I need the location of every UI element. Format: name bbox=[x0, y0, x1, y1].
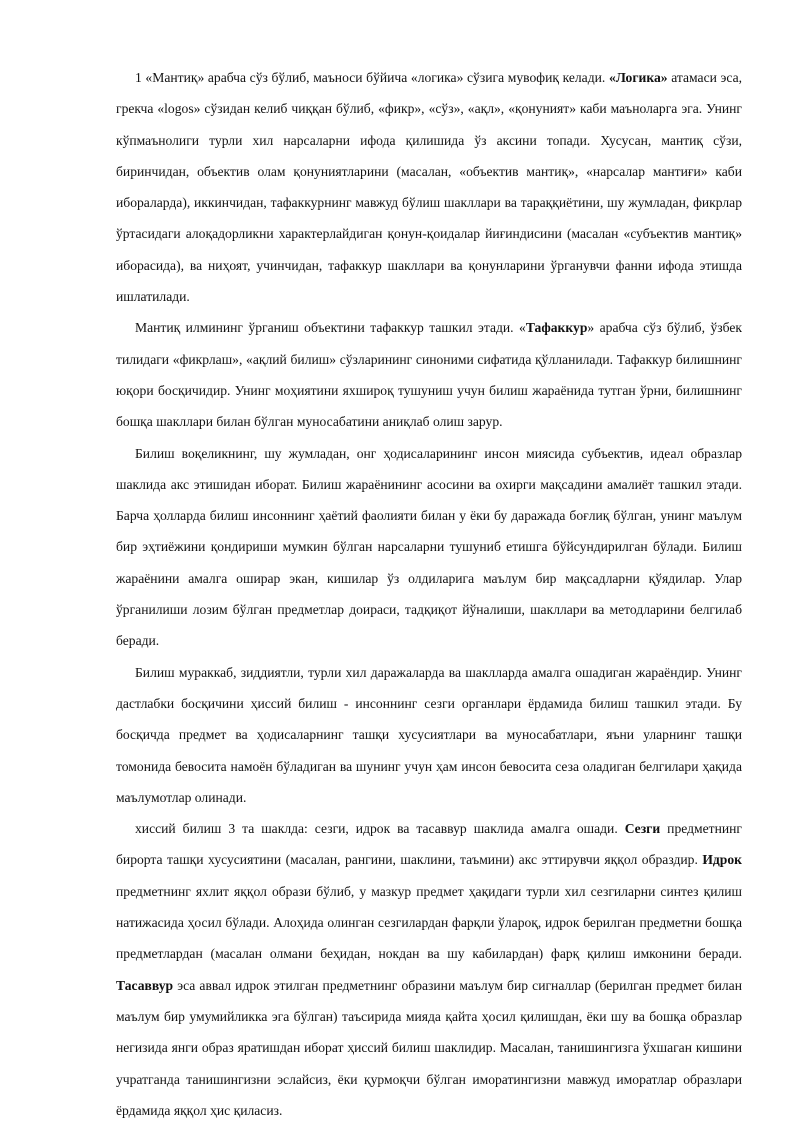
text-run: Билиш воқеликнинг, шу жумладан, онг ҳодисаларининг инсон миясида субъектив, идеал образлар шаклида акс этишидан иборат. Билиш жараёнининг асосини ва охирги мақсадини амалиёт ташкил этади. Барча ҳолларда билиш инсоннинг ҳаётий фаолияти билан у ёки бу даражада боғлиқ бўлган, унинг маълум бир эҳтиёжини қондириши мумкин бўлган нарсаларни тушуниб етишга бўйсундирилган бўлади. Билиш жараёнини амалга оширар экан, кишилар ўз олдиларига маълум бир мақсадларни қўядилар. Улар ўрганилиши лозим бўлган предметлар доираси, тадқиқот йўналиши, шакллари ва методларини белгилаб беради. bbox=[116, 445, 742, 649]
text-run: атамаси эса, грекча «logos» сўзидан келиб чиққан бўлиб, «фикр», «сўз», «ақл», «қонуният» каби маъноларга эга. Унинг кўпмаънолиги турли хил нарсаларни ифода қилишида ўз аксини топади. Хусусан, мантиқ сўзи, биринчидан, объектив олам қонуниятларини (масалан, «объектив мантиқ», «нарсалар мантиғи» каби иборалардa), иккинчидан, тафаккурнинг мавжуд бўлиш шакллари ва тараққиётини, шу жумладан, фикрлар ўртасидаги алоқадорликни характерлайдиган қонун-қоидалар йиғиндисини (масалан «субъектив мантиқ» иборасида), ва ниҳоят, учинчидан, тафаккур шакллари ва қонунларини ўрганувчи фанни ифода этишда ишлатилади. bbox=[116, 70, 742, 305]
bold-term-idrok: Идрок bbox=[702, 852, 742, 868]
text-run: предметнинг яхлит яққол образи бўлиб, у мазкур предмет ҳақидаги турли хил сезгиларни синтез қилиш натижасида ҳосил бўлади. Алоҳида олинган сезгилардан фарқли ўлароқ, идрок берилган предметни бошқа предметлардан (масалан олмани беҳидан, нокдан ва шу кабилардан) фарқ қилиш имконини беради. bbox=[116, 883, 742, 962]
text-run: хиссий билиш 3 та шаклда: сезги, идрок ва тасаввур шаклида амалга ошади. bbox=[135, 821, 625, 837]
paragraph-3 bbox=[116, 438, 742, 657]
paragraph-4 bbox=[116, 657, 742, 813]
text-run: Мантиқ илмининг ўрганиш объектини тафаккур ташкил этади. « bbox=[135, 320, 526, 336]
bold-term-tafakkur: Тафаккур bbox=[525, 320, 588, 336]
bold-term-sezgi: Сезги bbox=[624, 821, 661, 837]
text-run: 1 «Мантиқ» арабча сўз бўлиб, маъноси бўйича «логика» сўзига мувофиқ келади. bbox=[135, 70, 609, 85]
bold-term-tasavvur: Тасаввур bbox=[116, 977, 174, 993]
text-run: Билиш мураккаб, зиддиятли, турли хил даражаларда ва шаклларда амалга ошадиган жараёндир. Унинг дастлабки босқичини ҳиссий билиш - инсоннинг сезги органлари ёрдамида билиш ташкил этади. Бу босқичда предмет ва ҳодисаларнинг ташқи хусусиятлари ва муносабатлари, яъни уларнинг ташқи томонида бевосита намоён бўладиган ва шунинг учун ҳам инсон бевосита сеза оладиган белгилари ҳақида маълумотлар олинади. bbox=[116, 664, 742, 805]
text-run: эса аввал идрок этилган предметнинг образини маълум бир сигналлар (берилган предмет билан маълум бир умумийликка эга бўлган) таъсирида мияда қайта ҳосил қилишдан, ёки шу ва бошқа образлар негизида янги образ яратишдан иборат ҳиссий билиш шаклидир. Масалан, танишингизга ўхшаган кишини учратганда танишингизни эслайсиз, ёки қурмоқчи бўлган иморатингизни мавжуд иморатлар образлари ёрдамида яққол ҳис қиласиз. bbox=[116, 977, 742, 1118]
text-run: » арабча сўз бўлиб, ўзбек тилидаги «фикрлаш», «ақлий билиш» сўзларининг синоними сифатида қўлланилади. Тафаккур билишнинг юқори босқичидир. Унинг моҳиятини яхшироқ тушуниш учун билиш жараёнида тутган ўрни, билишнинг бошқа шакллари билан бўлган муносабатини аниқлаб олиш зарур. bbox=[116, 320, 742, 430]
paragraph-2 bbox=[116, 312, 742, 437]
document-body bbox=[116, 62, 742, 1126]
bold-term-logika: «Логика» bbox=[608, 70, 668, 85]
paragraph-1 bbox=[116, 62, 742, 312]
paragraph-5 bbox=[116, 813, 742, 1126]
text-run: предметнинг бирорта ташқи хусусиятини (масалан, рангини, шаклини, таъмини) акс эттирувчи яққол образдир. bbox=[116, 821, 742, 868]
